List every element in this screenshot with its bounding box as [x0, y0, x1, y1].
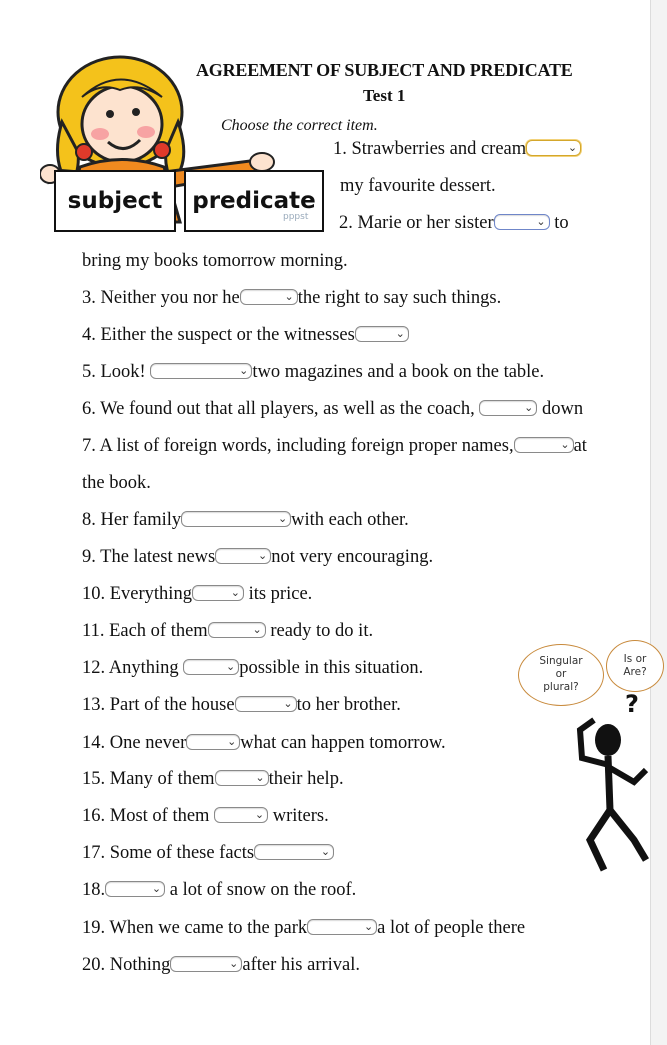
item-text: 14. One never: [82, 733, 187, 753]
answer-dropdown[interactable]: [150, 363, 252, 379]
predicate-sign-label: predicate: [192, 188, 316, 214]
chevron-down-icon: ⌄: [524, 401, 534, 414]
item-text: 19. When we came to the park: [82, 918, 308, 938]
item-16: [82, 806, 329, 827]
answer-dropdown[interactable]: [254, 844, 334, 860]
item-9: [82, 547, 433, 568]
item-text: the right to say such things.: [297, 288, 502, 308]
item-2-continued: [82, 251, 348, 272]
item-text: two magazines and a book on the table.: [252, 362, 545, 382]
item-text: 8. Her family: [82, 510, 182, 530]
item-text: 9. The latest news: [82, 547, 216, 567]
chevron-down-icon: ⌄: [252, 623, 262, 636]
answer-dropdown[interactable]: [181, 511, 291, 527]
item-text: 2. Marie or her sister: [339, 213, 494, 233]
item-2: [339, 213, 569, 234]
answer-dropdown[interactable]: [526, 140, 581, 156]
answer-dropdown[interactable]: [235, 696, 297, 712]
watermark-text: pppst: [283, 212, 309, 222]
chevron-down-icon: ⌄: [230, 586, 240, 599]
answer-dropdown[interactable]: [192, 585, 244, 601]
item-text: with each other.: [291, 510, 409, 530]
answer-dropdown[interactable]: [240, 289, 298, 305]
item-7: [82, 436, 650, 457]
chevron-down-icon: ⌄: [226, 660, 236, 673]
item-12: [82, 658, 423, 679]
page-title: AGREEMENT OF SUBJECT AND PREDICATE: [196, 60, 573, 80]
item-3: [82, 288, 501, 309]
item-text: 15. Many of them: [82, 769, 215, 789]
answer-dropdown[interactable]: [215, 770, 269, 786]
bubble-right-line2: Are?: [623, 666, 647, 678]
item-6: [82, 399, 650, 420]
item-text: bring my books tomorrow morning.: [82, 251, 348, 271]
item-text: after his arrival.: [242, 955, 361, 975]
scrollbar[interactable]: [650, 0, 667, 1045]
chevron-down-icon: ⌄: [227, 735, 237, 748]
bubble-left-line3: plural?: [543, 681, 579, 693]
item-text: the book.: [82, 473, 151, 493]
item-text: 1. Strawberries and cream: [333, 139, 527, 159]
item-17: [82, 843, 334, 864]
item-20: [82, 955, 360, 976]
item-text: 13. Part of the house: [82, 695, 235, 715]
item-text: ready to do it.: [265, 621, 374, 641]
chevron-down-icon: ⌄: [560, 438, 570, 451]
item-text: down: [537, 399, 584, 419]
item-text: their help.: [268, 769, 344, 789]
chevron-down-icon: ⌄: [258, 549, 268, 562]
chevron-down-icon: ⌄: [277, 512, 288, 525]
question-mark: ?: [625, 690, 639, 718]
item-19: [82, 918, 525, 939]
item-text: not very encouraging.: [271, 547, 434, 567]
answer-dropdown[interactable]: [307, 919, 377, 935]
item-text: what can happen tomorrow.: [240, 733, 446, 753]
item-text: a lot of people there: [377, 918, 526, 938]
item-text: at: [573, 436, 587, 456]
item-text: 7. A list of foreign words, including foreign proper names,: [82, 436, 514, 456]
chevron-down-icon: ⌄: [255, 771, 265, 784]
chevron-down-icon: ⌄: [567, 141, 578, 154]
item-text: 6. We found out that all players, as well as the coach,: [82, 399, 480, 419]
item-11: [82, 621, 373, 642]
answer-dropdown[interactable]: [479, 400, 537, 416]
chevron-down-icon: ⌄: [320, 845, 331, 858]
answer-dropdown[interactable]: [214, 807, 268, 823]
item-8: [82, 510, 409, 531]
answer-dropdown[interactable]: [208, 622, 266, 638]
item-text: 5. Look!: [82, 362, 151, 382]
answer-dropdown[interactable]: [105, 881, 165, 897]
item-15: [82, 769, 344, 790]
thought-bubble-right: [606, 640, 664, 692]
page-subtitle: Test 1: [363, 86, 406, 105]
chevron-down-icon: ⌄: [363, 920, 374, 933]
bubble-left-line1: Singular: [539, 655, 583, 667]
answer-dropdown[interactable]: [183, 659, 239, 675]
item-text: 18.: [82, 880, 106, 900]
item-text: writers.: [268, 806, 329, 826]
predicate-sign: [184, 170, 324, 232]
item-text: 11. Each of them: [82, 621, 208, 641]
item-1-continued: [340, 176, 496, 197]
chevron-down-icon: ⌄: [283, 697, 293, 710]
thought-bubble-left: [518, 644, 604, 706]
instruction-text: Choose the correct item.: [221, 117, 378, 134]
answer-dropdown[interactable]: [170, 956, 242, 972]
chevron-down-icon: ⌄: [229, 957, 239, 970]
chevron-down-icon: ⌄: [239, 364, 249, 377]
item-7-continued: [82, 473, 151, 494]
item-18: [82, 880, 356, 901]
chevron-down-icon: ⌄: [536, 215, 546, 228]
chevron-down-icon: ⌄: [254, 808, 265, 821]
item-text: to: [549, 213, 569, 233]
answer-dropdown[interactable]: [494, 214, 550, 230]
item-text: 10. Everything: [82, 584, 192, 604]
bubble-right-line1: Is or: [623, 653, 647, 665]
answer-dropdown[interactable]: [514, 437, 574, 453]
thinking-stick-figure: [572, 700, 652, 880]
item-10: [82, 584, 312, 605]
item-text: my favourite dessert.: [340, 176, 496, 196]
chevron-down-icon: ⌄: [151, 882, 162, 895]
item-text: 12. Anything: [82, 658, 184, 678]
item-1: [333, 139, 581, 160]
item-14: [82, 733, 446, 754]
item-text: a lot of snow on the roof.: [165, 880, 357, 900]
item-text: its price.: [243, 584, 313, 604]
item-5: [82, 362, 544, 383]
answer-dropdown[interactable]: [215, 548, 271, 564]
answer-dropdown[interactable]: [355, 326, 409, 342]
chevron-down-icon: ⌄: [395, 327, 405, 340]
subject-sign: [54, 170, 176, 232]
answer-dropdown[interactable]: [186, 734, 240, 750]
item-text: to her brother.: [296, 695, 401, 715]
item-text: possible in this situation.: [239, 658, 424, 678]
bubble-left-line2: or: [555, 668, 567, 680]
item-4: [82, 325, 409, 346]
item-text: 4. Either the suspect or the witnesses: [82, 325, 355, 345]
item-text: 16. Most of them: [82, 806, 215, 826]
item-text: 3. Neither you nor he: [82, 288, 240, 308]
item-text: 20. Nothing: [82, 955, 171, 975]
item-13: [82, 695, 401, 716]
item-text: 17. Some of these facts: [82, 843, 255, 863]
subject-sign-label: subject: [67, 188, 163, 214]
chevron-down-icon: ⌄: [284, 290, 294, 303]
